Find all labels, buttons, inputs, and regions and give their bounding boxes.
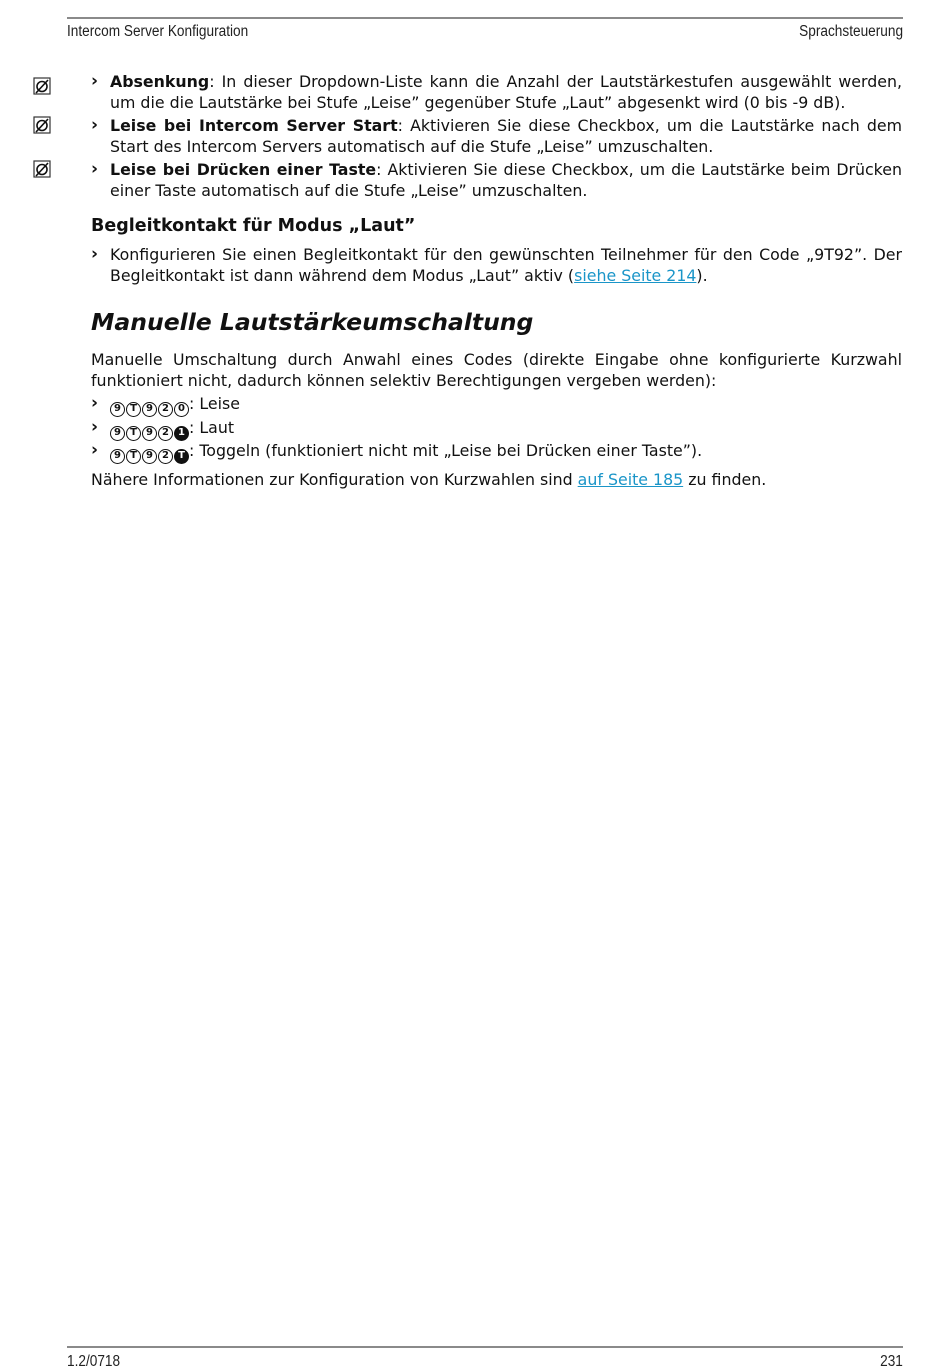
item-term: Leise bei Intercom Server Start xyxy=(110,116,398,135)
item-description: Konfigurieren Sie einen Begleitkontakt für den gewünschten Teilnehmer für den Code „9T92”. Der Begleitkontakt ist dann während dem Modus „Laut” aktiv ( xyxy=(110,245,902,285)
key-code xyxy=(110,449,189,464)
key-2-icon: 2 xyxy=(158,449,173,464)
page-link-185[interactable]: auf Seite 185 xyxy=(577,470,684,489)
key-9-icon: 9 xyxy=(110,449,125,464)
key-9-icon: 9 xyxy=(110,402,125,417)
chevron-right-icon: › xyxy=(91,440,99,460)
list-item-leise-taste xyxy=(91,159,902,201)
key-9-icon: 9 xyxy=(142,402,157,417)
header-rule xyxy=(67,17,903,19)
key-code xyxy=(110,402,189,417)
footer-rule xyxy=(67,1346,903,1348)
outro-text-end: zu finden. xyxy=(683,470,767,489)
list-item-code-leise xyxy=(91,393,902,417)
chevron-right-icon: › xyxy=(91,159,99,179)
item-description: : Aktivieren Sie diese Checkbox, um die Lautstärke nach dem Start des Intercom Servers automatisch auf die Stufe „Leise” umzuschalten. xyxy=(110,116,902,156)
code-label: : Toggeln (funktioniert nicht mit „Leise bei Drücken einer Taste”). xyxy=(189,441,703,460)
key-code xyxy=(110,426,189,441)
key-t-icon: T xyxy=(126,449,141,464)
code-label: : Leise xyxy=(189,394,240,413)
key-2-icon: 2 xyxy=(158,426,173,441)
key-t-icon: T xyxy=(174,449,189,464)
code-label: : Laut xyxy=(189,418,235,437)
page-number: 231 xyxy=(880,1353,903,1370)
checkbox-icon xyxy=(33,77,51,95)
key-t-icon: T xyxy=(126,402,141,417)
section-heading-manuelle: Manuelle Lautstärkeumschaltung xyxy=(91,308,534,336)
checkbox-icon xyxy=(33,160,51,178)
key-1-icon: 1 xyxy=(174,426,189,441)
chevron-right-icon: › xyxy=(91,244,99,264)
key-9-icon: 9 xyxy=(142,449,157,464)
list-item-code-toggeln xyxy=(91,440,902,464)
key-2-icon: 2 xyxy=(158,402,173,417)
list-item-code-laut xyxy=(91,417,902,441)
list-item-leise-start xyxy=(91,115,902,157)
intro-paragraph: Manuelle Umschaltung durch Anwahl eines Codes (direkte Eingabe ohne konfigurierte Kurzwahl funktioniert nicht, dadurch können selektiv Berechtigungen vergeben werden): xyxy=(91,350,902,390)
key-9-icon: 9 xyxy=(142,426,157,441)
chevron-right-icon: › xyxy=(91,417,99,437)
checkbox-icon xyxy=(33,116,51,134)
key-0-icon: 0 xyxy=(174,402,189,417)
footer-version: 1.2/0718 xyxy=(67,1353,121,1370)
item-description: : Aktivieren Sie diese Checkbox, um die Lautstärke beim Drücken einer Taste automatisch auf die Stufe „Leise” umzuschalten. xyxy=(110,160,902,200)
item-description-end: ). xyxy=(696,266,708,285)
chevron-right-icon: › xyxy=(91,71,99,91)
header-section: Sprachsteuerung xyxy=(799,23,903,40)
item-term: Absenkung xyxy=(110,72,210,91)
list-item-absenkung xyxy=(91,71,902,113)
section-heading-begleitkontakt: Begleitkontakt für Modus „Laut” xyxy=(91,216,416,236)
item-description: : In dieser Dropdown-Liste kann die Anzahl der Lautstärkestufen ausgewählt werden, um die die Lautstärke bei Stufe „Leise” gegenüber Stufe „Laut” abgesenkt wird (0 bis -9 dB). xyxy=(110,72,902,112)
chevron-right-icon: › xyxy=(91,393,99,413)
key-t-icon: T xyxy=(126,426,141,441)
page-link-214[interactable]: siehe Seite 214 xyxy=(574,266,697,285)
list-item-begleitkontakt xyxy=(91,244,902,286)
key-9-icon: 9 xyxy=(110,426,125,441)
outro-text: Nähere Informationen zur Konfiguration von Kurzwahlen sind xyxy=(91,470,578,489)
chevron-right-icon: › xyxy=(91,115,99,135)
item-term: Leise bei Drücken einer Taste xyxy=(110,160,377,179)
outro-paragraph xyxy=(91,469,902,490)
header-title: Intercom Server Konfiguration xyxy=(67,23,249,40)
